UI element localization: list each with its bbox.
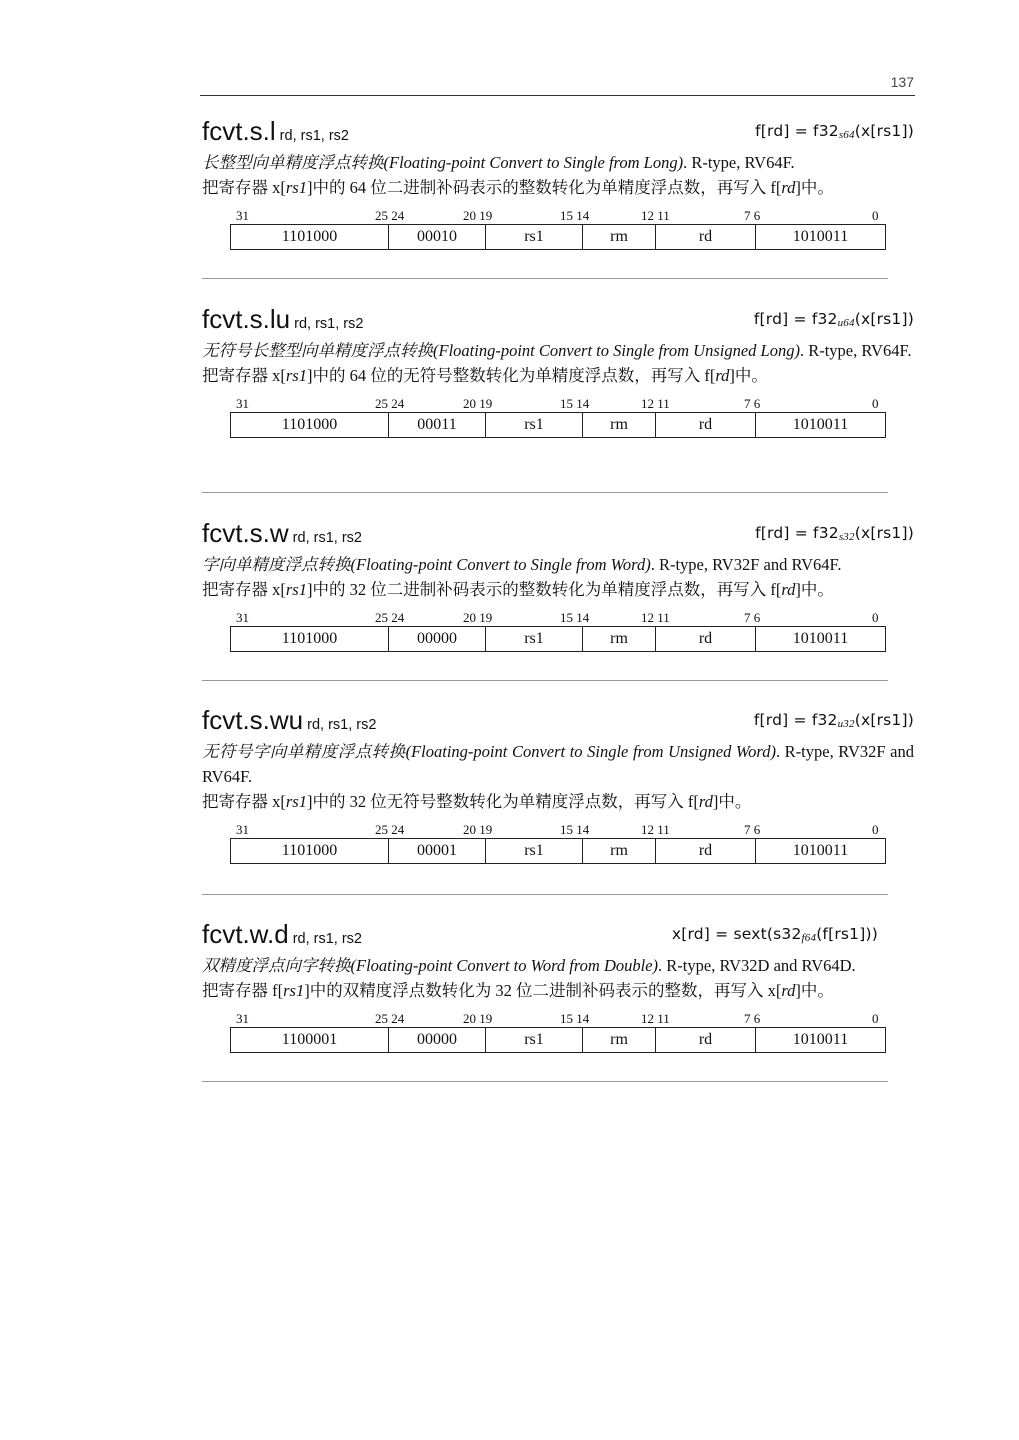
field-rd: rd (655, 1028, 755, 1052)
bit-label: 31 (236, 610, 249, 625)
entry-title-row (202, 304, 914, 338)
section-divider (202, 278, 888, 279)
section-divider (202, 894, 888, 895)
description-en: (Floating-point Convert to Single from Unsigned Long) (433, 341, 800, 360)
detail-text: ]中的 32 位无符号整数转化为单精度浮点数，再写入 f[ (306, 792, 699, 811)
formula (754, 310, 914, 329)
page-number: 137 (890, 74, 914, 90)
detail-text: ]中。 (795, 580, 834, 599)
bit-label: 7 6 (744, 610, 761, 625)
bit-label: 15 14 (560, 396, 590, 411)
bit-label: 25 24 (375, 822, 405, 837)
field-opcode: 1010011 (755, 839, 885, 863)
bit-label: 7 6 (744, 1011, 761, 1026)
detail-text: 把寄存器 x[ (202, 366, 286, 385)
detail-text: ]中。 (795, 981, 834, 1000)
description (202, 739, 914, 789)
description-en: (Floating-point Convert to Single from Long) (383, 153, 684, 172)
description (202, 150, 914, 175)
bit-label: 31 (236, 822, 249, 837)
formula-sub: s64 (838, 129, 855, 141)
description-tail: . R-type, RV32F and RV64F. (650, 555, 842, 574)
formula-sub: u32 (837, 718, 855, 730)
detail-reg: rs1 (285, 178, 307, 197)
description-tail: . R-type, RV64F. (799, 341, 912, 360)
operands: rd, rs1, rs2 (279, 128, 349, 144)
field-funct7: 1101000 (281, 228, 338, 245)
formula (755, 122, 914, 141)
detail-text: 把寄存器 x[ (202, 178, 286, 197)
encoding-table (230, 224, 886, 250)
description-en: (Floating-point Convert to Single from Word) (350, 555, 651, 574)
bit-label: 0 (872, 208, 879, 223)
formula-pre: f[rd] = f32 (753, 711, 838, 729)
operation-detail (202, 978, 914, 1003)
description-tail: . R-type, RV64F. (683, 153, 795, 172)
operation-detail (202, 789, 914, 814)
bit-label: 15 14 (560, 822, 590, 837)
field-rm: rm (582, 839, 655, 863)
field-rs2: 00001 (388, 839, 485, 863)
field-rs2: 00011 (388, 413, 485, 437)
mnemonic: fcvt.s.l (202, 116, 276, 146)
entry-title-row (202, 518, 914, 552)
bit-label: 25 24 (375, 396, 405, 411)
instruction-entry (202, 705, 914, 864)
bit-positions (230, 822, 886, 838)
bit-label: 15 14 (560, 208, 590, 223)
field-rs1: rs1 (485, 413, 582, 437)
bit-label: 12 11 (641, 822, 670, 837)
field-rs1: rs1 (485, 839, 582, 863)
bit-label: 20 19 (463, 1011, 493, 1026)
description (202, 552, 914, 577)
field-rd: rd (655, 627, 755, 651)
formula-post: (x[rs1]) (854, 310, 914, 328)
field-rs1: rs1 (485, 1028, 582, 1052)
bit-label: 0 (872, 396, 879, 411)
detail-reg: rs1 (285, 366, 307, 385)
mnemonic: fcvt.s.wu (202, 705, 304, 735)
encoding-table (230, 626, 886, 652)
bit-label: 7 6 (744, 396, 761, 411)
description (202, 338, 914, 363)
bit-label: 12 11 (641, 396, 670, 411)
bit-label: 12 11 (641, 208, 670, 223)
formula-post: (x[rs1]) (854, 711, 914, 729)
field-rs1: rs1 (485, 225, 582, 249)
field-rs2: 00010 (388, 225, 485, 249)
detail-text: 把寄存器 x[ (202, 580, 286, 599)
header-rule (200, 95, 915, 96)
bit-label: 7 6 (744, 822, 761, 837)
bit-label: 31 (236, 208, 249, 223)
field-opcode: 1010011 (755, 413, 885, 437)
bit-positions (230, 610, 886, 626)
section-divider (202, 492, 888, 493)
encoding-table (230, 412, 886, 438)
detail-text: ]中的 64 位二进制补码表示的整数转化为单精度浮点数，再写入 f[ (306, 178, 782, 197)
field-opcode: 1010011 (755, 225, 885, 249)
detail-text: ]中。 (795, 178, 834, 197)
detail-reg: rs1 (285, 792, 307, 811)
field-rd: rd (655, 225, 755, 249)
detail-text: 把寄存器 x[ (202, 792, 286, 811)
detail-reg: rs1 (283, 981, 305, 1000)
field-rs1: rs1 (485, 627, 582, 651)
bit-label: 12 11 (641, 1011, 670, 1026)
formula-sub: s32 (838, 531, 855, 543)
description-cn: 无符号字向单精度浮点转换 (202, 742, 406, 761)
field-rs2: 00000 (388, 1028, 485, 1052)
description-cn: 无符号长整型向单精度浮点转换 (202, 341, 433, 360)
bit-positions (230, 208, 886, 224)
operation-detail (202, 175, 914, 200)
detail-reg: rd (781, 178, 796, 197)
field-funct7: 1101000 (281, 630, 338, 647)
operands: rd, rs1, rs2 (294, 316, 364, 332)
description-en: (Floating-point Convert to Word from Double) (350, 956, 659, 975)
field-rd: rd (655, 413, 755, 437)
bit-label: 12 11 (641, 610, 670, 625)
section-divider (202, 680, 888, 681)
detail-reg: rd (715, 366, 730, 385)
detail-text: ]中的 32 位二进制补码表示的整数转化为单精度浮点数，再写入 f[ (306, 580, 782, 599)
bit-positions (230, 396, 886, 412)
formula (754, 711, 914, 730)
description-cn: 双精度浮点向字转换 (202, 956, 351, 975)
encoding-table (230, 838, 886, 864)
formula-pre: x[rd] = sext(s32 (671, 925, 802, 943)
description-cn: 字向单精度浮点转换 (202, 555, 351, 574)
instruction-entry (202, 116, 914, 250)
formula-pre: f[rd] = f32 (755, 122, 839, 140)
bit-label: 7 6 (744, 208, 761, 223)
bit-label: 0 (872, 822, 879, 837)
entry-title-row (202, 919, 914, 953)
field-rm: rm (582, 1028, 655, 1052)
field-funct7: 1101000 (281, 416, 338, 433)
description (202, 953, 914, 978)
formula-pre: f[rd] = f32 (755, 524, 839, 542)
description-cn: 长整型向单精度浮点转换 (202, 153, 384, 172)
detail-reg: rd (781, 981, 796, 1000)
bit-label: 31 (236, 396, 249, 411)
detail-text: ]中。 (729, 366, 768, 385)
bit-label: 20 19 (463, 610, 493, 625)
formula-sub: u64 (837, 317, 855, 329)
detail-text: 把寄存器 f[ (202, 981, 284, 1000)
detail-text: ]中的 64 位的无符号整数转化为单精度浮点数，再写入 f[ (306, 366, 716, 385)
mnemonic: fcvt.s.lu (202, 304, 291, 334)
bit-label: 31 (236, 1011, 249, 1026)
operands: rd, rs1, rs2 (307, 717, 377, 733)
field-rm: rm (582, 627, 655, 651)
bit-label: 20 19 (463, 822, 493, 837)
entry-title-row (202, 116, 914, 150)
detail-text: ]中。 (712, 792, 752, 811)
instruction-entry (202, 919, 914, 1053)
operands: rd, rs1, rs2 (292, 530, 362, 546)
bit-positions (230, 1011, 886, 1027)
field-funct7: 1100001 (281, 1031, 338, 1048)
detail-text: ]中的双精度浮点数转化为 32 位二进制补码表示的整数，再写入 x[ (304, 981, 782, 1000)
bit-label: 25 24 (375, 1011, 405, 1026)
formula-post: (x[rs1]) (854, 524, 914, 542)
detail-reg: rd (781, 580, 796, 599)
bit-label: 25 24 (375, 610, 405, 625)
formula-sub: f64 (801, 932, 817, 944)
bit-label: 0 (872, 610, 879, 625)
operation-detail (202, 363, 914, 388)
detail-reg: rs1 (285, 580, 307, 599)
detail-reg: rd (698, 792, 713, 811)
encoding-table (230, 1027, 886, 1053)
instruction-entry (202, 518, 914, 652)
formula (672, 925, 878, 944)
mnemonic: fcvt.w.d (202, 919, 289, 949)
description-en: (Floating-point Convert to Single from Unsigned Word) (405, 742, 776, 761)
formula-pre: f[rd] = f32 (753, 310, 838, 328)
formula (755, 524, 914, 543)
field-opcode: 1010011 (755, 1028, 885, 1052)
bit-label: 25 24 (375, 208, 405, 223)
entry-title-row (202, 705, 914, 739)
bit-label: 0 (872, 1011, 879, 1026)
field-rd: rd (655, 839, 755, 863)
description-tail: . R-type, RV32D and RV64D. (658, 956, 856, 975)
operands: rd, rs1, rs2 (292, 931, 362, 947)
description-tail: . R-type, RV32F and RV64F. (202, 742, 915, 786)
instruction-entry (202, 304, 914, 438)
formula-post: (f[rs1])) (816, 925, 878, 943)
field-funct7: 1101000 (281, 842, 338, 859)
formula-post: (x[rs1]) (854, 122, 914, 140)
bit-label: 15 14 (560, 1011, 590, 1026)
bit-label: 20 19 (463, 208, 493, 223)
section-divider (202, 1081, 888, 1082)
operation-detail (202, 577, 914, 602)
field-rs2: 00000 (388, 627, 485, 651)
field-rm: rm (582, 413, 655, 437)
bit-label: 20 19 (463, 396, 493, 411)
field-rm: rm (582, 225, 655, 249)
bit-label: 15 14 (560, 610, 590, 625)
mnemonic: fcvt.s.w (202, 518, 289, 548)
field-opcode: 1010011 (755, 627, 885, 651)
